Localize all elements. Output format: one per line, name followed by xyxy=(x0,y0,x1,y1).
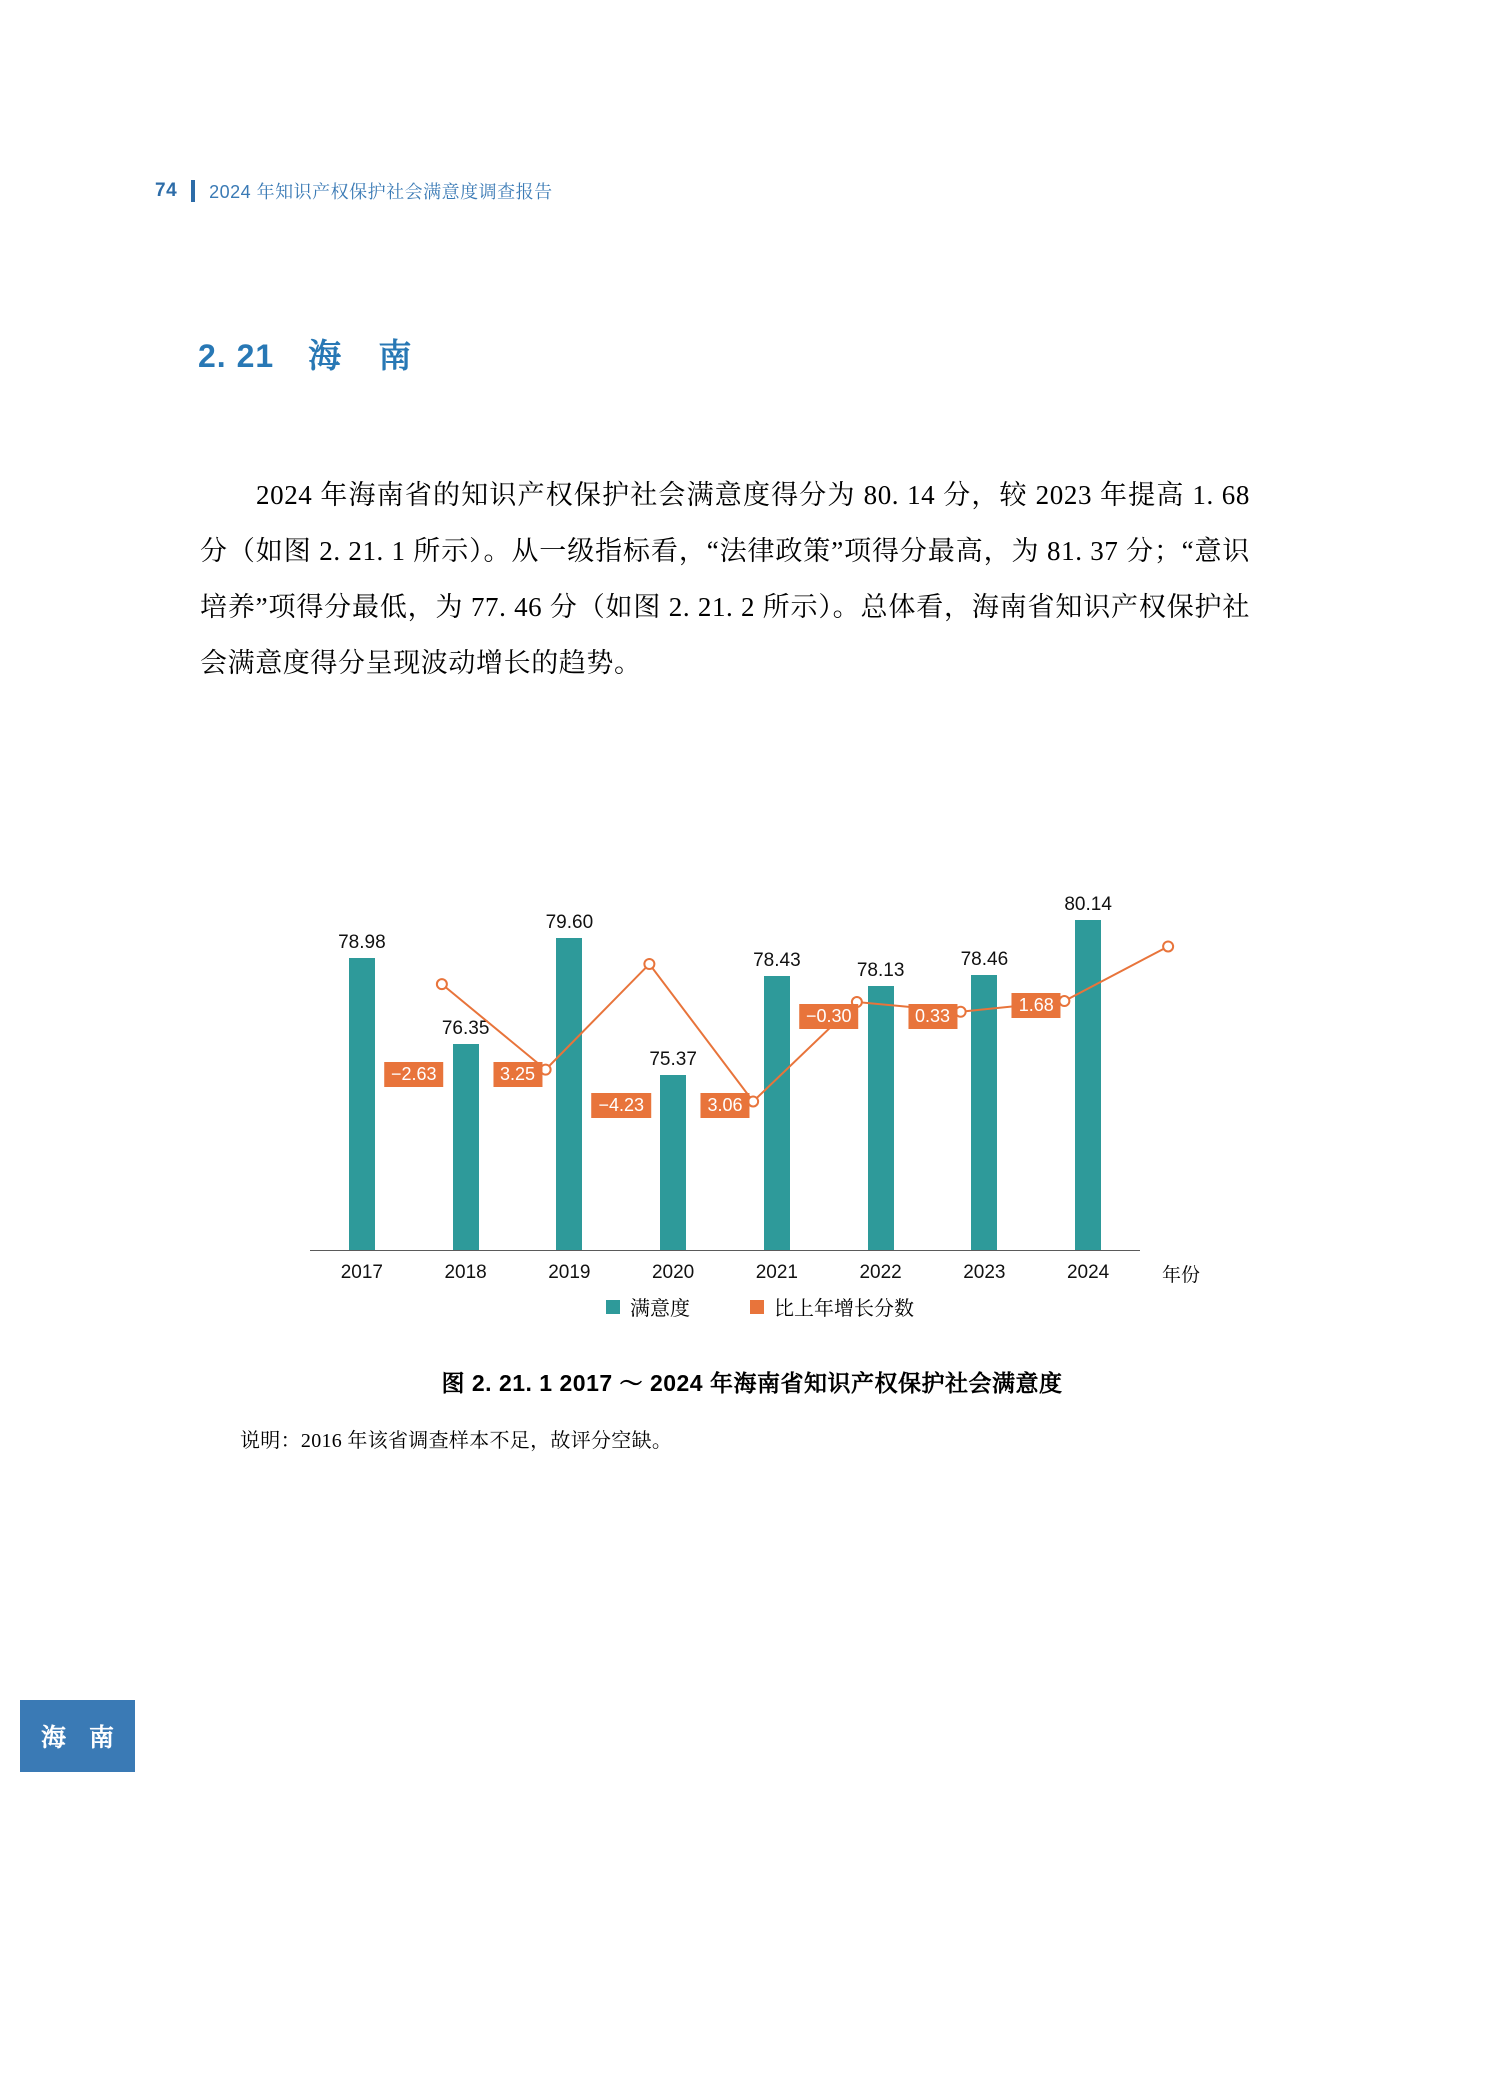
figure-caption: 图 2. 21. 1 2017 ～ 2024 年海南省知识产权保护社会满意度 xyxy=(441,1370,1063,1396)
body-paragraph: 2024 年海南省的知识产权保护社会满意度得分为 80. 14 分，较 2023 年提高 1. 68 分（如图 2. 21. 1 所示）。从一级指标看，“法律政策”项得分最高，为 81. 37 分；“意识培养”项得分最低，为 77. 46 分（如图 2. 21. 2 所示）。总体看，海南省知识产权保护社会满意度得分呈现波动增长的趋势。 xyxy=(200,480,1250,678)
legend-label-satisfaction: 满意度 xyxy=(630,1298,690,1320)
x-tick-2024: 2024 xyxy=(1066,1262,1110,1283)
header-divider xyxy=(191,180,195,202)
line-point-2022 xyxy=(956,1007,966,1017)
growth-label-2018: −2.63 xyxy=(384,1062,444,1087)
bar-value-label-2023: 78.46 xyxy=(960,949,1009,971)
x-tick-2020: 2020 xyxy=(651,1262,695,1283)
line-point-2020 xyxy=(748,1096,758,1106)
bar-value-label-2017: 78.98 xyxy=(338,932,386,954)
growth-label-2023: 0.33 xyxy=(908,1004,957,1029)
growth-label-2020: −4.23 xyxy=(591,1093,651,1118)
bar-value-label-2020: 75.37 xyxy=(649,1049,697,1071)
bar-value-label-2018: 76.35 xyxy=(441,1017,490,1039)
line-point-2018 xyxy=(541,1065,551,1075)
x-tick-2021: 2021 xyxy=(755,1262,799,1283)
line-point-2019 xyxy=(644,959,654,969)
legend-item-growth xyxy=(750,1292,914,1321)
growth-label-2021: 3.06 xyxy=(700,1093,749,1118)
bar-value-label-2019: 79.60 xyxy=(545,912,594,933)
bar-2017 xyxy=(349,958,375,1250)
section-number: 2. 21 xyxy=(198,338,275,374)
bar-value-label-2021: 78.43 xyxy=(753,950,801,972)
legend-swatch-satisfaction xyxy=(606,1300,620,1314)
section-title: 海 南 xyxy=(308,337,426,374)
page-header xyxy=(155,178,553,204)
x-tick-2017: 2017 xyxy=(340,1262,384,1283)
line-point-2017 xyxy=(437,979,447,989)
satisfaction-chart xyxy=(230,830,1290,1320)
legend-label-growth: 比上年增长分数 xyxy=(774,1298,914,1320)
line-point-2024 xyxy=(1163,941,1173,951)
line-point-2023 xyxy=(1059,996,1069,1006)
section-heading xyxy=(198,330,425,377)
x-tick-2023: 2023 xyxy=(963,1262,1006,1283)
header-title: 2024 年知识产权保护社会满意度调查报告 xyxy=(209,182,553,202)
chart-plot-area xyxy=(310,860,1140,1250)
x-tick-2018: 2018 xyxy=(444,1262,487,1283)
growth-label-2022: −0.30 xyxy=(799,1004,859,1029)
x-tick-2022: 2022 xyxy=(859,1262,902,1283)
x-tick-2019: 2019 xyxy=(548,1262,591,1283)
chart-legend xyxy=(230,1292,1290,1321)
growth-label-2024: 1.68 xyxy=(1012,993,1061,1018)
figure-note: 说明：2016 年该省调查样本不足，故评分空缺。 xyxy=(240,1430,673,1452)
x-axis-title: 年份 xyxy=(1162,1265,1201,1286)
side-tab-province: 海 南 xyxy=(20,1700,135,1772)
bar-value-label-2024: 80.14 xyxy=(1064,894,1112,916)
page-number: 74 xyxy=(155,180,178,201)
growth-label-2019: 3.25 xyxy=(493,1062,542,1087)
bar-value-label-2022: 78.13 xyxy=(856,959,905,981)
legend-item-satisfaction xyxy=(606,1292,690,1321)
legend-swatch-growth xyxy=(750,1300,764,1314)
